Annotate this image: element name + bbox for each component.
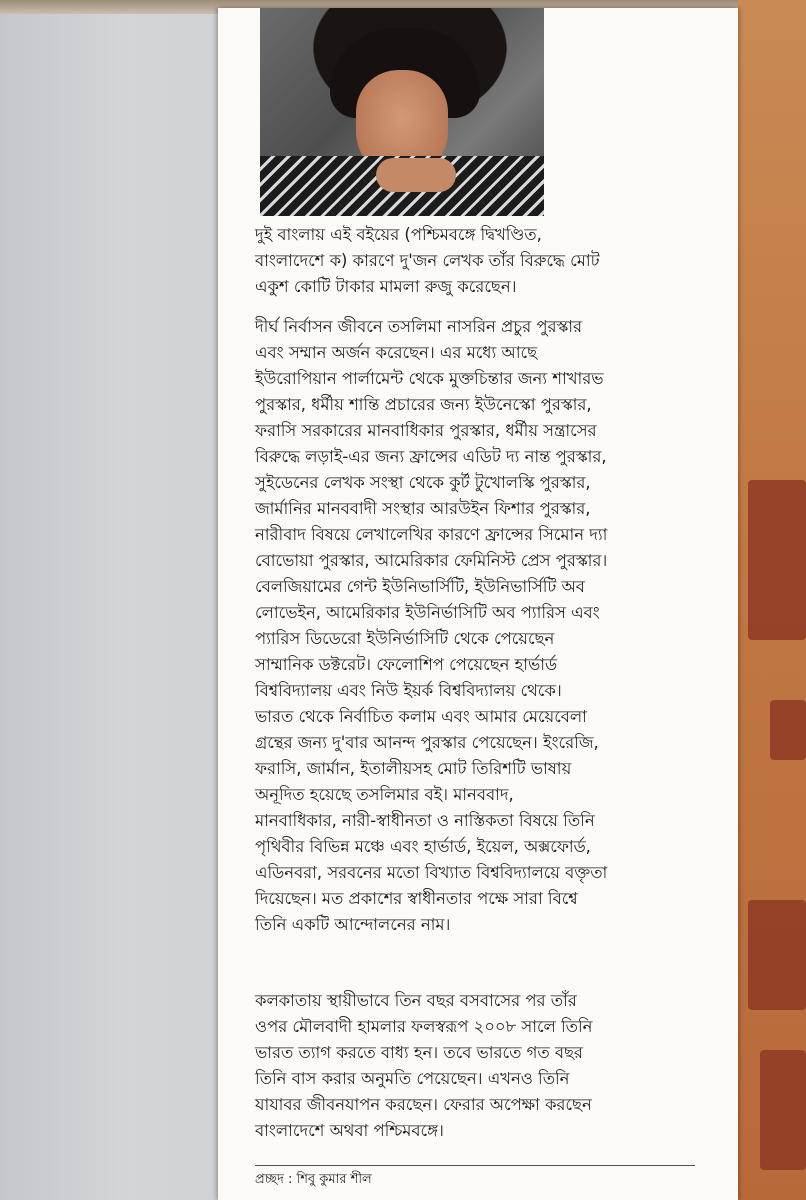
text-line: সাম্মানিক ডক্টরেট। ফেলোশিপ পেয়েছেন হার্ভার্ড	[255, 655, 558, 674]
text-line: লোভেইন, আমেরিকার ইউনির্ভাসিটি অব প্যারিস এবং	[255, 603, 600, 622]
text-line: ভারত ত্যাগ করতে বাধ্য হন। তবে ভারতে গত বছর	[255, 1043, 583, 1062]
paragraph-lawsuit	[255, 222, 725, 300]
text-line: তিনি একটি আন্দোলনের নাম।	[255, 915, 451, 934]
text-line: পৃথিবীর বিভিন্ন মঞ্চে এবং হার্ভার্ড, ইয়েল, অক্সফোর্ড,	[255, 837, 591, 856]
text-line: বিশ্ববিদ্যালয় এবং নিউ ইয়র্ক বিশ্ববিদ্যালয় থেকে।	[255, 681, 562, 700]
text-line: বেলজিয়ামের গেন্ট ইউনিভার্সিটি, ইউনিভার্সিটি অব	[255, 577, 585, 596]
right-cover-pattern	[770, 700, 806, 760]
text-line: ফরাসি, জার্মান, ইতালীয়সহ মোট তিরিশটি ভাষায়	[255, 759, 572, 778]
divider	[255, 1165, 695, 1166]
left-cover-background	[0, 0, 218, 1200]
right-cover-pattern	[760, 1050, 806, 1170]
paragraph-exile	[255, 988, 725, 1144]
text-line: একুশ কোটি টাকার মামলা রুজু করেছেন।	[255, 277, 517, 296]
paragraph-awards	[255, 314, 725, 938]
text-line: বাংলাদেশে ক) কারণে দু'জন লেখক তাঁর বিরুদ্ধে মোট	[255, 251, 600, 270]
text-line: বোভোয়া পুরস্কার, আমেরিকার ফেমিনিস্ট প্রেস পুরস্কার।	[255, 551, 608, 570]
cover-credit: প্রচ্ছদ : শিবু কুমার শীল	[255, 1172, 372, 1187]
text-line: নারীবাদ বিষয়ে লেখালেখির কারণে ফ্রান্সের সিমোন দ্যা	[255, 525, 608, 544]
text-line: এডিনবরা, সরবনের মতো বিখ্যাত বিশ্ববিদ্যালয়ে বক্তৃতা	[255, 863, 608, 882]
text-line: গ্রন্থের জন্য দু'বার আনন্দ পুরস্কার পেয়েছেন। ইংরেজি,	[255, 733, 599, 752]
text-line: যাযাবর জীবনযাপন করছেন। ফেরার অপেক্ষা করছেন	[255, 1095, 592, 1114]
text-line: ইউরোপিয়ান পার্লামেন্ট থেকে মুক্তচিন্তার জন্য শাখারভ	[255, 369, 604, 388]
text-line: দীর্ঘ নির্বাসন জীবনে তসলিমা নাসরিন প্রচুর পুরস্কার	[255, 317, 583, 336]
text-line: জার্মানির মানববাদী সংস্থার আরউইন ফিশার পুরস্কার,	[255, 499, 591, 518]
text-line: তিনি বাস করার অনুমতি পেয়েছেন। এখনও তিনি	[255, 1069, 570, 1088]
photo-hand	[376, 158, 456, 192]
text-line: বাংলাদেশে অথবা পশ্চিমবঙ্গে।	[255, 1121, 444, 1140]
text-line: এবং সম্মান অর্জন করেছেন। এর মধ্যে আছে	[255, 343, 538, 362]
text-line: পুরস্কার, ধর্মীয় শান্তি প্রচারের জন্য ইউনেস্কো পুরস্কার,	[255, 395, 592, 414]
book-flap	[218, 8, 738, 1200]
text-line: ভারত থেকে নির্বাচিত কলাম এবং আমার মেয়েবেলা	[255, 707, 587, 726]
text-line: দুই বাংলায় এই বইয়ের (পশ্চিমবঙ্গে দ্বিখণ্ডিত,	[255, 225, 542, 244]
text-line: কলকাতায় স্থায়ীভাবে তিন বছর বসবাসের পর তাঁর	[255, 991, 577, 1010]
right-cover-pattern	[748, 480, 806, 640]
text-line: ফরাসি সরকারের মানবাধিকার পুরস্কার, ধর্মীয় সন্ত্রাসের	[255, 421, 597, 440]
text-line: মানবাধিকার, নারী-স্বাধীনতা ও নাস্তিকতা বিষয়ে তিনি	[255, 811, 595, 830]
text-line: অনূদিত হয়েছে তসলিমার বই। মানববাদ,	[255, 785, 514, 804]
text-line: প্যারিস ডিডেরো ইউনির্ভাসিটি থেকে পেয়েছেন	[255, 629, 555, 648]
right-cover-pattern	[748, 900, 806, 1010]
text-line: দিয়েছেন। মত প্রকাশের স্বাধীনতার পক্ষে সারা বিশ্বে	[255, 889, 578, 908]
text-line: সুইডেনের লেখক সংস্থা থেকে কুর্ট টুখোলস্কি পুরস্কার,	[255, 473, 591, 492]
author-photo	[260, 8, 544, 216]
text-line: বিরুদ্ধে লড়াই-এর জন্য ফ্রান্সের এডিট দ্য নান্ত পুরস্কার,	[255, 447, 607, 466]
text-line: ওপর মৌলবাদী হামলার ফলস্বরূপ ২০০৮ সালে তিনি	[255, 1017, 593, 1036]
